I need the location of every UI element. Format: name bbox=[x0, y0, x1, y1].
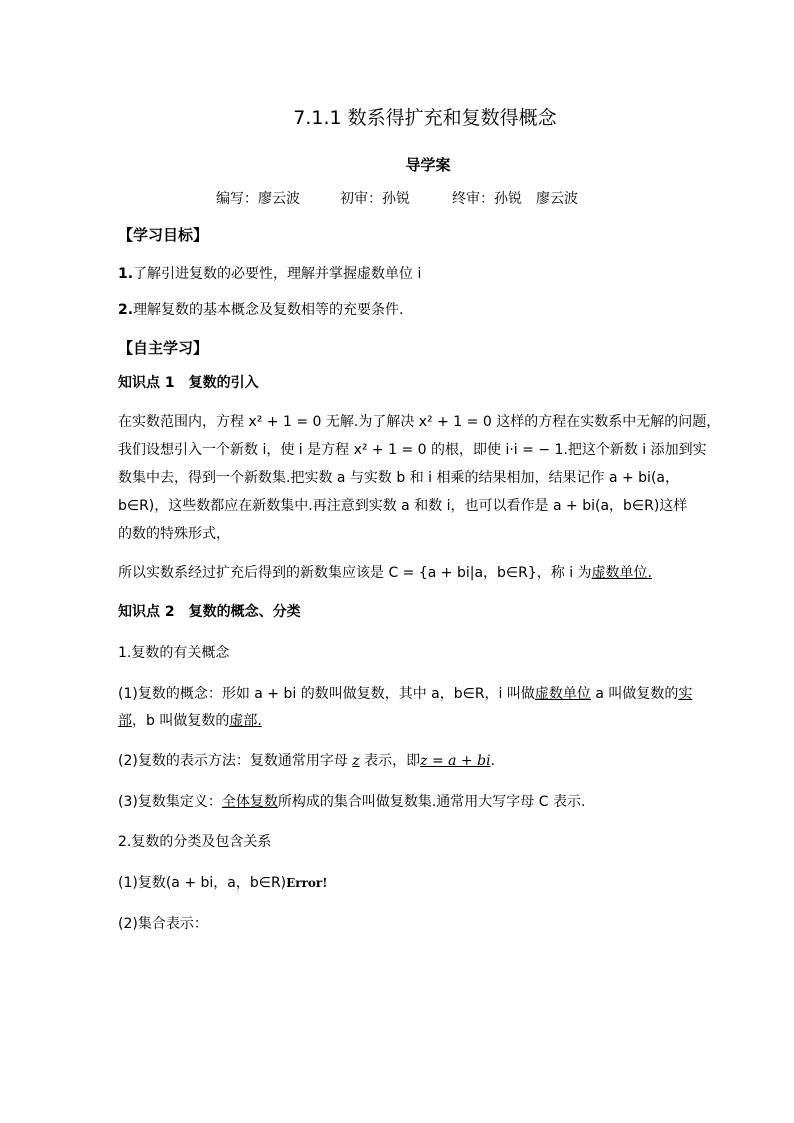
goal-item-1-number: 1. bbox=[118, 266, 134, 282]
concept-2 bbox=[118, 752, 495, 770]
document-subtitle: 导学案 bbox=[405, 156, 451, 174]
goal-item-1 bbox=[118, 265, 421, 283]
goal-item-2-number: 2. bbox=[118, 302, 134, 318]
concept-3-text: (3)复数集定义： bbox=[118, 794, 222, 810]
section-header-self-study: 【自主学习】 bbox=[118, 339, 209, 357]
kp1-paragraph-line: 的数的特殊形式， bbox=[118, 526, 230, 542]
concept-1-answer-imaginary-part: 虚部. bbox=[229, 713, 262, 729]
goal-item-2-text: 理解复数的基本概念及复数相等的充要条件. bbox=[133, 302, 404, 318]
classification-1-error: Error! bbox=[286, 876, 328, 890]
kp1-paragraph-line: 我们设想引入一个新数 i，使 i 是方程 x² + 1 = 0 的根，即使 i·i = − 1.把这个新数 i 添加到实 bbox=[118, 442, 707, 458]
section-header-goals: 【学习目标】 bbox=[118, 226, 209, 244]
document-title: 7.1.1 数系得扩充和复数得概念 bbox=[293, 107, 557, 129]
editor-name: 编写：廖云波 bbox=[216, 191, 300, 207]
kp1-paragraph-line: 数集中去，得到一个新数集.把实数 a 与实数 b 和 i 相乘的结果相加，结果记作 a + bi(a， bbox=[118, 470, 679, 486]
knowledge-point-2-title: 知识点 2 复数的概念、分类 bbox=[118, 604, 301, 620]
concept-2-text: (2)复数的表示方法：复数通常用字母 bbox=[118, 753, 353, 769]
classification-2: (2)集合表示： bbox=[118, 916, 208, 932]
classification-1 bbox=[118, 874, 328, 892]
kp1-conclusion-text: 所以实数系经过扩充后得到的新数集应该是 C = {a + bi|a，b∈R}，称 i 为 bbox=[118, 565, 592, 581]
editor-credits bbox=[216, 190, 578, 208]
final-reviewers: 终审：孙锐 廖云波 bbox=[452, 191, 578, 207]
concept-1-text-line2: ，b 叫做复数的 bbox=[132, 713, 230, 729]
concept-3-answer: 全体复数 bbox=[221, 794, 278, 810]
classification-1-text: (1)复数(a + bi，a，b∈R) bbox=[118, 875, 287, 891]
kp1-conclusion-underlined: 虚数单位. bbox=[591, 565, 653, 581]
concept-2-text-end: . bbox=[490, 753, 496, 769]
subheading-concepts: 1.复数的有关概念 bbox=[118, 645, 230, 661]
concept-1-answer-part: 部 bbox=[118, 713, 132, 729]
first-reviewer: 初审：孙锐 bbox=[340, 191, 410, 207]
goal-item-2 bbox=[118, 301, 404, 319]
concept-1-text: (1)复数的概念：形如 a + bi 的数叫做复数，其中 a，b∈R，i 叫做 bbox=[118, 686, 535, 702]
concept-3 bbox=[118, 793, 585, 811]
kp1-paragraph-line: 在实数范围内，方程 x² + 1 = 0 无解.为了解决 x² + 1 = 0 这样的方程在实数系中无解的问题， bbox=[118, 414, 721, 430]
kp1-conclusion bbox=[118, 564, 652, 582]
concept-3-text-end: 所构成的集合叫做复数集.通常用大写字母 C 表示. bbox=[277, 794, 586, 810]
concept-1-text-mid: a 叫做复数的 bbox=[590, 686, 679, 702]
concept-1-line-2 bbox=[118, 712, 262, 730]
concept-1-answer-imaginary-unit: 虚数单位 bbox=[534, 686, 591, 702]
knowledge-point-1-title: 知识点 1 复数的引入 bbox=[118, 375, 259, 391]
concept-2-text-mid: 表示，即 bbox=[359, 753, 421, 769]
kp1-paragraph-line: b∈R)，这些数都应在新数集中.再注意到实数 a 和数 i，也可以看作是 a + bi(a，b∈R)这样 bbox=[118, 498, 688, 514]
concept-1-line-1 bbox=[118, 685, 692, 703]
concept-2-answer-letter: z bbox=[352, 753, 360, 769]
subheading-classification: 2.复数的分类及包含关系 bbox=[118, 834, 272, 850]
concept-1-answer-real: 实 bbox=[678, 686, 693, 702]
goal-item-1-text: 了解引进复数的必要性，理解并掌握虚数单位 i bbox=[133, 266, 422, 282]
concept-2-answer-formula: z = a + bi bbox=[420, 753, 491, 769]
